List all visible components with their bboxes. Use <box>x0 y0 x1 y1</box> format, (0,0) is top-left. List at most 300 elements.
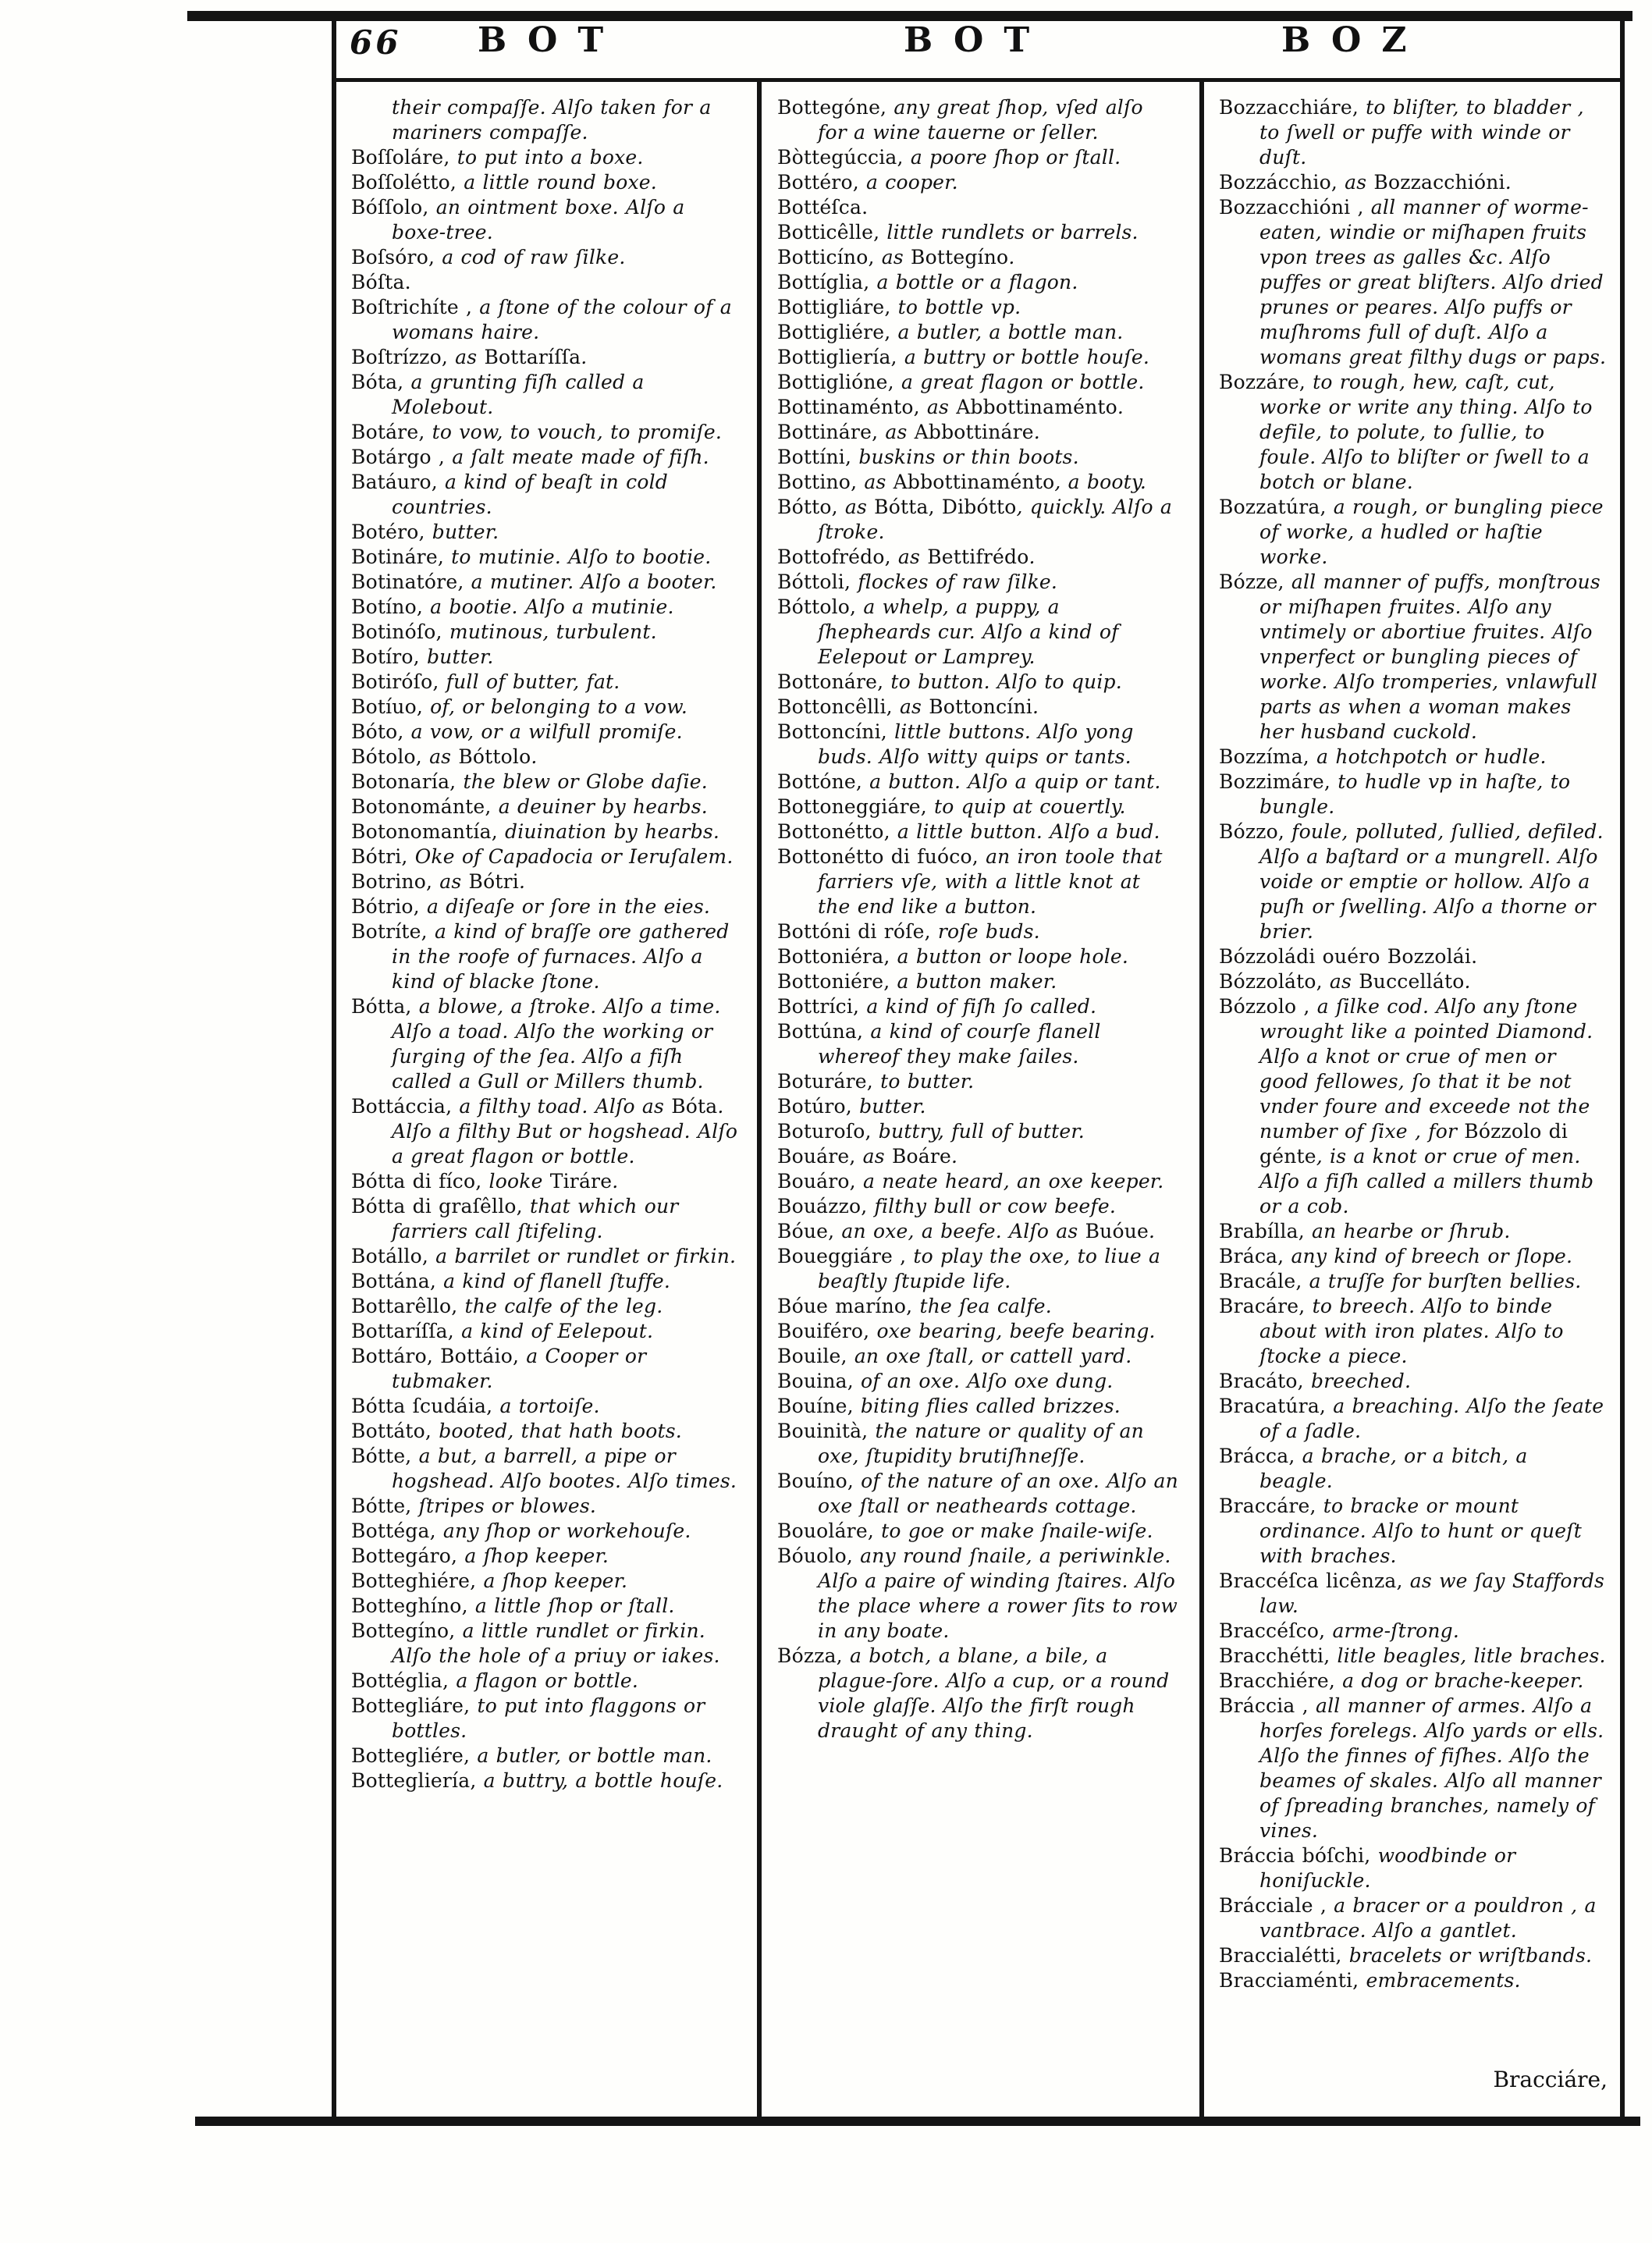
dictionary-entry <box>777 695 1178 720</box>
dictionary-entry <box>1219 1394 1608 1444</box>
entry-definition: an hearbe or ſhrub. <box>1312 1220 1511 1242</box>
dictionary-entry <box>351 1094 745 1169</box>
dictionary-entry <box>777 1094 1178 1119</box>
dictionary-entry <box>351 919 745 994</box>
dictionary-entry <box>351 745 745 770</box>
entry-headword: Bozzacchiáre, <box>1219 96 1366 119</box>
dictionary-entry <box>351 770 745 794</box>
entry-headword: Bracchétti, <box>1219 1644 1338 1667</box>
entry-headword: Bottonétto di fuóco, <box>777 845 986 868</box>
entry-definition: buskins or thin boots. <box>858 446 1079 468</box>
entry-headword: Bottoncêlli, <box>777 695 900 718</box>
entry-definition: the nature or quality of an oxe, ſtupidity brutiſhneſſe. <box>818 1420 1144 1467</box>
entry-headword: Bozzácchio, <box>1219 171 1345 194</box>
dictionary-entry <box>1219 745 1608 770</box>
entry-definition: . <box>1008 246 1015 268</box>
entry-crossref: Boáre <box>891 1145 952 1168</box>
entry-crossref: Bettifrédo <box>927 546 1029 568</box>
entry-definition: foule, polluted, ſullied, defiled. Alſo a baſtard or a mungrell. Alſo voide or emptie or hollow. Alſo a puſh or ſwelling. Alſo a thorne or brier. <box>1259 820 1604 943</box>
entry-definition: a great flagon or bottle. <box>901 371 1145 393</box>
entry-definition: . <box>1032 695 1039 718</box>
entry-definition: . <box>1033 421 1040 443</box>
dictionary-entry <box>351 1269 745 1294</box>
entry-headword: Botéro, <box>351 521 432 543</box>
entry-definition: a whelp, a puppy, a ſhepheards cur. Alſo a kind of Eelepout or Lamprey. <box>818 595 1119 668</box>
entry-crossref: Bóttolo <box>458 745 531 768</box>
dictionary-entry <box>777 969 1178 994</box>
entry-headword: Bottofrédo, <box>777 546 898 568</box>
entry-definition: a but, a barrell, a pipe or hogshead. Alſo bootes. Alſo times. <box>392 1445 737 1492</box>
dictionary-column-2 <box>777 95 1178 1744</box>
entry-headword: Botíno, <box>351 595 431 618</box>
dictionary-entry <box>777 1319 1178 1344</box>
entry-definition: biting flies called brizzes. <box>860 1395 1121 1417</box>
dictionary-entry <box>351 645 745 670</box>
dictionary-entry <box>351 170 745 195</box>
entry-definition: as <box>1345 171 1374 194</box>
entry-headword: Bótto, <box>777 496 845 518</box>
entry-headword: Boueggiáre , <box>777 1245 914 1267</box>
entry-headword: Botríte, <box>351 920 435 943</box>
header-underline-rule <box>332 78 1624 82</box>
entry-definition: little rundlets or barrels. <box>886 221 1139 243</box>
entry-headword: Bottríci, <box>777 995 867 1018</box>
entry-definition: as <box>864 471 894 493</box>
entry-headword: Bouinità, <box>777 1420 876 1442</box>
entry-headword: Bottoniéra, <box>777 945 897 968</box>
dictionary-entry <box>777 1219 1178 1244</box>
running-header-bot-2: BOT <box>904 20 1050 60</box>
entry-definition: as <box>455 346 485 368</box>
entry-definition: litle beagles, litle braches. <box>1337 1644 1606 1667</box>
entry-headword: Bottegliería, <box>351 1769 484 1792</box>
entry-definition: to play the oxe, to liue a beaſtly ſtupide life. <box>818 1245 1161 1292</box>
dictionary-entry <box>351 370 745 420</box>
entry-definition: butter. <box>426 645 494 668</box>
entry-definition: that which our farriers call ſtifeling. <box>392 1195 679 1242</box>
dictionary-entry <box>1219 195 1608 370</box>
entry-definition: a bootie. Alſo a mutinie. <box>430 595 674 618</box>
entry-headword: Bouina, <box>777 1370 862 1392</box>
entry-headword: Boturoſo, <box>777 1120 879 1143</box>
dictionary-entry <box>777 1344 1178 1369</box>
entry-headword: Bracáto, <box>1219 1370 1311 1392</box>
dictionary-entry <box>1219 1619 1608 1644</box>
entry-definition: as <box>885 421 915 443</box>
entry-crossref: Bottegíno <box>911 246 1009 268</box>
dictionary-entry <box>351 1669 745 1694</box>
entry-headword: Boſſolétto, <box>351 171 464 194</box>
dictionary-entry <box>1219 1943 1608 1968</box>
dictionary-entry <box>777 320 1178 345</box>
dictionary-entry <box>777 220 1178 245</box>
entry-headword: Botticêlle, <box>777 221 887 243</box>
dictionary-entry <box>777 1419 1178 1469</box>
entry-definition: to butter. <box>880 1070 975 1093</box>
dictionary-entry <box>351 1569 745 1594</box>
entry-definition: a neate heard, an oxe keeper. <box>862 1170 1164 1193</box>
dictionary-entry <box>777 1019 1178 1069</box>
entry-headword: Bottarêllo, <box>351 1295 465 1317</box>
dictionary-entry <box>351 1419 745 1444</box>
dictionary-entry <box>777 345 1178 370</box>
entry-definition: as <box>1329 970 1359 993</box>
entry-headword: Bottigliáre, <box>777 296 898 318</box>
entry-definition: a ſalt meate made of fiſh. <box>452 446 709 468</box>
dictionary-entry <box>777 1369 1178 1394</box>
entry-headword: Bottíni, <box>777 446 859 468</box>
entry-crossref: Bozzacchióni <box>1373 171 1505 194</box>
entry-headword: Bozzacchióni , <box>1219 196 1371 219</box>
entry-headword: Bracáre, <box>1219 1295 1313 1317</box>
dictionary-entry <box>777 1169 1178 1194</box>
dictionary-entry <box>1219 1244 1608 1269</box>
entry-definition: a tortoiſe. <box>499 1395 600 1417</box>
entry-definition: a breaching. Alſo the ſeate of a ſadle. <box>1259 1395 1604 1442</box>
entry-definition: all manner of worme-eaten, windie or miſhapen fruits vpon trees as galles &c. Alſo puffes or great bliſters. Alſo dried prunes or peares. Alſo puffs or muſhroms full of duſt. Alſo a womans great filthy dugs or paps. <box>1259 196 1607 368</box>
dictionary-entry <box>777 195 1178 220</box>
entry-definition: to put into flaggons or bottles. <box>392 1694 705 1742</box>
entry-headword: Bottegliáre, <box>351 1694 478 1717</box>
entry-definition: a ſhop keeper. <box>464 1545 609 1567</box>
entry-headword: Bottoniére, <box>777 970 897 993</box>
dictionary-entry <box>1219 570 1608 745</box>
entry-headword: Boſſoláre, <box>351 146 457 169</box>
entry-crossref: Bottaríſſa <box>484 346 581 368</box>
entry-headword: Botináre, <box>351 546 452 568</box>
entry-headword: Botonomantía, <box>351 820 506 843</box>
entry-headword: Bózzoláto, <box>1219 970 1330 993</box>
entry-definition: a brache, or a bitch, a beagle. <box>1259 1445 1528 1492</box>
dictionary-entry <box>777 1544 1178 1644</box>
entry-definition: a grunting fiſh called a Molebout. <box>392 371 645 418</box>
entry-definition: to bottle vp. <box>897 296 1021 318</box>
entry-definition: a ſtone of the colour of a womans haire. <box>392 296 732 343</box>
entry-crossref: Bótri <box>468 870 519 893</box>
entry-headword: Braccialétti, <box>1219 1944 1349 1967</box>
entry-headword: Bouile, <box>777 1345 854 1367</box>
dictionary-entry <box>1219 969 1608 994</box>
entry-definition: filthy bull or cow beefe. <box>874 1195 1116 1217</box>
bottom-border-rule <box>195 2117 1640 2126</box>
dictionary-entry <box>351 195 745 245</box>
entry-headword: Bottegáro, <box>351 1545 465 1567</box>
entry-headword: Bótri, <box>351 845 415 868</box>
entry-headword: Botíro, <box>351 645 427 668</box>
dictionary-entry <box>1219 1219 1608 1244</box>
dictionary-entry <box>351 470 745 520</box>
entry-headword: Braccéſco, <box>1219 1619 1333 1642</box>
entry-headword: Brabílla, <box>1219 1220 1313 1242</box>
entry-definition: a ſhop keeper. <box>483 1569 628 1592</box>
entry-headword: Bottigliére, <box>777 321 898 343</box>
entry-headword: Bozzáre, <box>1219 371 1313 393</box>
dictionary-entry <box>777 844 1178 919</box>
entry-crossref: Buccelláto <box>1359 970 1465 993</box>
dictionary-entry <box>351 720 745 745</box>
catchword: Bracciáre, <box>1493 2067 1608 2092</box>
entry-headword: Bótta di fíco, <box>351 1170 489 1193</box>
dictionary-entry <box>351 844 745 869</box>
entry-crossref: Bózzolo di génte <box>1259 1120 1569 1168</box>
entry-definition: a filthy toad. Alſo as <box>459 1095 672 1118</box>
dictionary-entry <box>351 245 745 270</box>
entry-headword: Bottoneggiáre, <box>777 795 935 818</box>
entry-definition: any great ſhop, vſed alſo for a wine tauerne or ſeller. <box>818 96 1143 144</box>
entry-definition: of an oxe. Alſo oxe dung. <box>861 1370 1114 1392</box>
entry-crossref: Buóue <box>1085 1220 1149 1242</box>
entry-definition: woodbinde or honiſuckle. <box>1259 1844 1516 1892</box>
entry-headword: Batáuro, <box>351 471 446 493</box>
entry-headword: Botrino, <box>351 870 440 893</box>
dictionary-entry <box>351 295 745 345</box>
entry-definition: embracements. <box>1366 1969 1521 1992</box>
entry-headword: Bottéga, <box>351 1520 443 1542</box>
entry-headword: Bottináre, <box>777 421 886 443</box>
entry-headword: Botticíno, <box>777 246 882 268</box>
entry-headword: Bozzimáre, <box>1219 770 1338 793</box>
entry-headword: Botárgo , <box>351 446 453 468</box>
entry-definition: a flagon or bottle. <box>456 1669 639 1692</box>
dictionary-entry <box>777 819 1178 844</box>
dictionary-entry <box>777 1469 1178 1519</box>
entry-definition: to vow, to vouch, to promiſe. <box>432 421 723 443</box>
entry-crossref: Tiráre <box>549 1170 613 1193</box>
dictionary-entry <box>351 1519 745 1544</box>
dictionary-entry <box>351 794 745 819</box>
entry-definition: butter. <box>432 521 499 543</box>
entry-headword: Bóſſolo, <box>351 196 436 219</box>
entry-definition: ſtripes or blowes. <box>418 1495 596 1517</box>
dictionary-entry <box>351 420 745 445</box>
entry-headword: Bóttoli, <box>777 571 858 593</box>
dictionary-entry <box>777 570 1178 595</box>
dictionary-entry <box>777 395 1178 420</box>
entry-definition: a Cooper or tubmaker. <box>392 1345 647 1392</box>
entry-headword: Bouiféro, <box>777 1320 877 1342</box>
entry-definition: any round ſnaile, a periwinkle. Alſo a paire of winding ſtaires. Alſo the place where a rower ſits to row in any boate. <box>818 1545 1178 1642</box>
entry-definition: . <box>518 870 526 893</box>
dictionary-entry <box>351 1244 745 1269</box>
dictionary-entry <box>777 720 1178 770</box>
dictionary-entry <box>777 919 1178 944</box>
entry-definition: bracelets or wriſtbands. <box>1348 1944 1593 1967</box>
entry-definition: of, or belonging to a vow. <box>430 695 688 718</box>
entry-headword: Bozzatúra, <box>1219 496 1334 518</box>
entry-headword: Botteghiére, <box>351 1569 484 1592</box>
dictionary-entry <box>777 495 1178 545</box>
entry-definition: , is a knot or crue of men. Alſo a fiſh called a millers thumb or a cob. <box>1259 1145 1594 1217</box>
dictionary-entry <box>777 445 1178 470</box>
dictionary-entry <box>777 470 1178 495</box>
entry-headword: Boſsóro, <box>351 246 442 268</box>
dictionary-entry <box>1219 1694 1608 1843</box>
entry-headword: Bottonáre, <box>777 670 891 693</box>
entry-headword: Bóta, <box>351 371 411 393</box>
dictionary-entry <box>351 95 745 145</box>
entry-definition: breeched. <box>1310 1370 1412 1392</box>
entry-headword: Bráccia bóſchi, <box>1219 1844 1378 1867</box>
dictionary-entry <box>777 1069 1178 1094</box>
entry-definition: as <box>862 1145 892 1168</box>
entry-headword: Boſtrichíte , <box>351 296 480 318</box>
entry-definition: . <box>1117 396 1124 418</box>
entry-headword: Botonaría, <box>351 770 464 793</box>
entry-headword: Bótta, <box>351 995 419 1018</box>
entry-definition: an oxe ſtall, or cattell yard. <box>854 1345 1132 1367</box>
entry-headword: Bottáto, <box>351 1420 439 1442</box>
entry-definition: . <box>951 1145 958 1168</box>
entry-headword: Bracatúra, <box>1219 1395 1334 1417</box>
entry-headword: Bózzoládi ouéro Bozzolái. <box>1219 945 1478 968</box>
dictionary-entry <box>777 595 1178 670</box>
entry-headword: Botonománte, <box>351 795 499 818</box>
entry-headword: Bottegliére, <box>351 1744 478 1767</box>
entry-definition: Oke of Capadocia or Ieruſalem. <box>414 845 734 868</box>
entry-definition: a blowe, a ſtroke. Alſo a time. Alſo a toad. Alſo the working or ſurging of the ſea. Alſo a fiſh called a Gull or Millers thumb. <box>392 995 721 1093</box>
entry-headword: Bózzolo , <box>1219 995 1317 1018</box>
entry-definition: as <box>897 546 928 568</box>
entry-headword: Bóue maríno, <box>777 1295 920 1317</box>
dictionary-entry <box>1219 1893 1608 1943</box>
dictionary-entry <box>351 145 745 170</box>
dictionary-entry <box>777 295 1178 320</box>
entry-headword: Botinatóre, <box>351 571 471 593</box>
entry-headword: Bòttegúccia, <box>777 146 911 169</box>
entry-definition: to breech. Alſo to binde about with iron plates. Alſo to ſtocke a piece. <box>1259 1295 1564 1367</box>
entry-definition: a kind of braſſe ore gathered in the roofe of furnaces. Alſo a kind of blacke ſtone. <box>392 920 730 993</box>
entry-headword: Braccéſca licênza, <box>1219 1569 1410 1592</box>
dictionary-entry <box>351 1694 745 1744</box>
dictionary-entry <box>351 1619 745 1669</box>
dictionary-entry <box>777 1519 1178 1544</box>
entry-definition: a button or loope hole. <box>897 945 1129 968</box>
entry-definition: a barrilet or rundlet or firkin. <box>435 1245 737 1267</box>
dictionary-entry <box>777 1244 1178 1294</box>
dictionary-entry <box>777 270 1178 295</box>
entry-definition: any kind of breech or ſlope. <box>1291 1245 1573 1267</box>
entry-definition: full of butter, fat. <box>446 670 620 693</box>
entry-definition: . <box>1505 171 1512 194</box>
entry-crossref: Abbottinaménto <box>956 396 1117 418</box>
entry-definition: a kind of beaſt in cold countries. <box>392 471 668 518</box>
dictionary-entry <box>777 1394 1178 1419</box>
entry-definition: as <box>844 496 875 518</box>
entry-definition: a little ſhop or ſtall. <box>474 1594 675 1617</box>
entry-definition: a dog or brache-keeper. <box>1342 1669 1584 1692</box>
entry-headword: Bótrio, <box>351 895 427 918</box>
entry-headword: Bótte, <box>351 1495 419 1517</box>
entry-crossref: Abbottináre <box>914 421 1034 443</box>
entry-headword: Bottáro, Bottáio, <box>351 1345 527 1367</box>
entry-definition: a kind of courſe flanell whereof they make ſailes. <box>818 1020 1101 1068</box>
dictionary-entry <box>351 894 745 919</box>
dictionary-entry <box>351 695 745 720</box>
dictionary-entry <box>351 270 745 295</box>
entry-definition: a buttry or bottle houſe. <box>904 346 1150 368</box>
entry-definition: roſe buds. <box>937 920 1040 943</box>
entry-definition: as <box>439 870 469 893</box>
entry-definition: as we ſay Staffords law. <box>1259 1569 1605 1617</box>
entry-headword: Botteghíno, <box>351 1594 475 1617</box>
dictionary-entry <box>351 994 745 1094</box>
entry-headword: Bottaríſſa, <box>351 1320 462 1342</box>
entry-crossref: Bóta <box>671 1095 718 1118</box>
entry-definition: a cod of raw ſilke. <box>442 246 626 268</box>
entry-definition: , a booty. <box>1054 471 1147 493</box>
dictionary-entry <box>351 1544 745 1569</box>
entry-headword: Bouázzo, <box>777 1195 875 1217</box>
entry-headword: Bottigliería, <box>777 346 904 368</box>
entry-definition: . <box>531 745 538 768</box>
dictionary-column-1 <box>351 95 745 1793</box>
entry-headword: Bóue, <box>777 1220 842 1242</box>
dictionary-entry <box>1219 1569 1608 1619</box>
entry-headword: Bouíno, <box>777 1470 862 1492</box>
dictionary-entry <box>351 819 745 844</box>
entry-headword: Bouíne, <box>777 1395 861 1417</box>
entry-headword: Bottino, <box>777 471 865 493</box>
entry-headword: Bótta ſcudáia, <box>351 1395 500 1417</box>
entry-definition: a vow, or a wilfull promiſe. <box>410 720 683 743</box>
entry-definition: an ointment boxe. Alſo a boxe-tree. <box>392 196 685 243</box>
dictionary-entry <box>351 1394 745 1419</box>
entry-definition: a butler, a bottle man. <box>897 321 1124 343</box>
entry-definition: a ſilke cod. Alſo any ſtone wrought like a pointed Diamond. Alſo a knot or crue of men or good fellowes, ſo that it be not vnder foure and exceede not the number of ſixe , for <box>1259 995 1593 1143</box>
dictionary-entry <box>351 1194 745 1244</box>
entry-headword: Bottána, <box>351 1270 444 1292</box>
dictionary-entry <box>351 520 745 545</box>
entry-headword: Bracchiére, <box>1219 1669 1343 1692</box>
entry-definition: the ſea calfe. <box>919 1295 1052 1317</box>
dictionary-entry <box>351 869 745 894</box>
entry-headword: Boſtrízzo, <box>351 346 456 368</box>
dictionary-entry <box>777 794 1178 819</box>
dictionary-entry <box>1219 770 1608 819</box>
entry-definition: as <box>429 745 459 768</box>
running-header-bot-1: BOT <box>478 20 624 60</box>
entry-definition: a little round boxe. <box>464 171 657 194</box>
entry-definition: a bottle or a flagon. <box>876 271 1078 293</box>
entry-crossref: Bótta, Dibótto <box>874 496 1017 518</box>
left-border-rule <box>332 11 336 2117</box>
entry-headword: Bottéſca. <box>777 196 869 219</box>
dictionary-entry <box>777 1119 1178 1144</box>
entry-crossref: Bottoncíni <box>929 695 1032 718</box>
entry-headword: Bottúna, <box>777 1020 871 1043</box>
entry-definition: buttry, full of butter. <box>878 1120 1085 1143</box>
entry-headword: Bottonétto, <box>777 820 897 843</box>
entry-headword: Bóto, <box>351 720 411 743</box>
entry-definition: a poore ſhop or ſtall. <box>910 146 1121 169</box>
entry-definition: . <box>1464 970 1471 993</box>
dictionary-entry <box>351 1344 745 1394</box>
entry-crossref: Abbottinaménto <box>893 471 1055 493</box>
entry-definition: . <box>612 1170 619 1193</box>
entry-definition: to bracke or mount ordinance. Alſo to hunt or queſt with braches. <box>1259 1495 1582 1567</box>
dictionary-entry <box>351 1319 745 1344</box>
entry-definition: to quip at couertly. <box>934 795 1126 818</box>
entry-definition: a kind of flanell ſtuffe. <box>443 1270 671 1292</box>
entry-definition: to goe or make ſnaile-wiſe. <box>881 1520 1153 1542</box>
entry-definition: a little rundlet or firkin. Alſo the hole of a priuy or iakes. <box>392 1619 720 1667</box>
dictionary-entry <box>351 345 745 370</box>
entry-headword: Bottóne, <box>777 770 870 793</box>
entry-definition: to rough, hew, caſt, cut, worke or write any thing. Alſo to defile, to polute, to ſullie, to foule. Alſo to bliſter or ſwell to a botch or blane. <box>1259 371 1593 493</box>
dictionary-entry <box>777 1194 1178 1219</box>
entry-definition: a botch, a blane, a bile, a plague-ſore. Alſo a cup, or a round viole glaſſe. Alſo the firſt rough draught of any thing. <box>818 1644 1170 1742</box>
entry-headword: Bóſta. <box>351 271 411 293</box>
